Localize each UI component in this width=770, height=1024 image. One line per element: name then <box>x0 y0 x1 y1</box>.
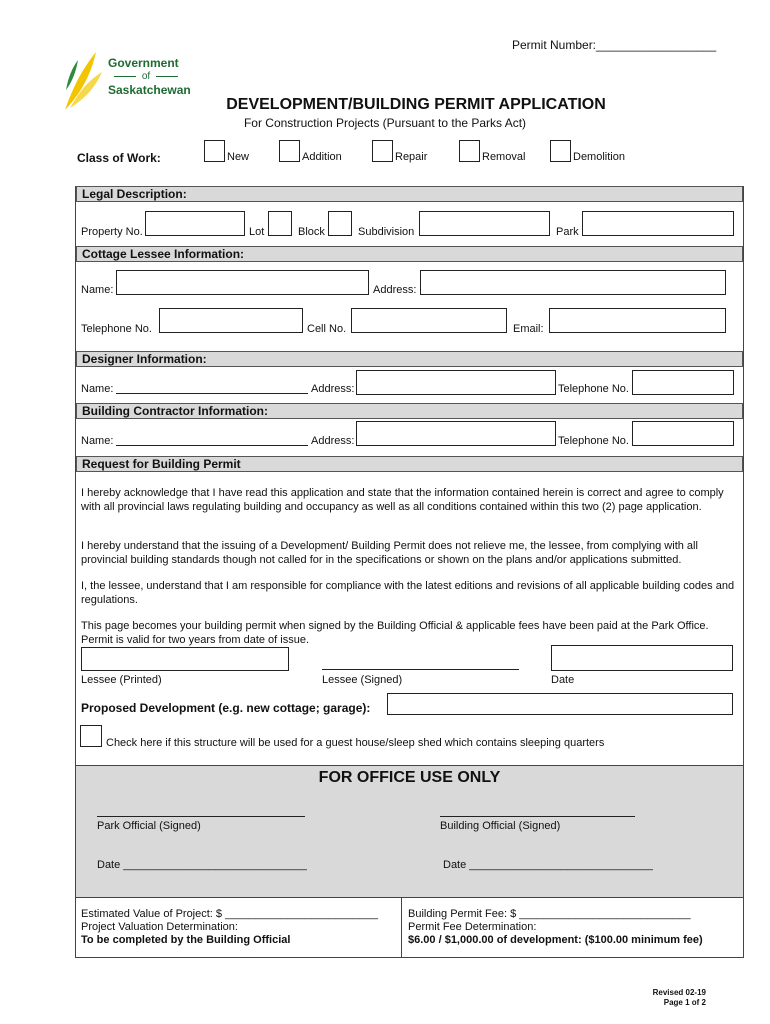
block-label: Block <box>298 226 325 238</box>
proposed-development-field[interactable] <box>387 693 733 715</box>
lessee-printed-field[interactable] <box>81 647 289 671</box>
cottage-telephone-label: Telephone No. <box>81 323 152 335</box>
page-title: DEVELOPMENT/BUILDING PERMIT APPLICATION <box>226 96 606 113</box>
contractor-telephone-label: Telephone No. <box>558 435 629 447</box>
cottage-name-label: Name: <box>81 284 114 296</box>
designer-name-label: Name: <box>81 383 114 395</box>
office-date-left: Date ______________________________ <box>97 859 307 871</box>
cottage-cell-field[interactable] <box>351 308 507 333</box>
cottage-address-label: Address: <box>373 284 417 296</box>
option-new-label: New <box>227 151 250 163</box>
park-official-label: Park Official (Signed) <box>97 820 201 832</box>
designer-address-field[interactable] <box>356 370 556 395</box>
permit-fee-label: Building Permit Fee: $ ____________________________ <box>408 908 691 920</box>
checkbox-new[interactable] <box>204 140 225 162</box>
permit-number-label: Permit Number:__________________ <box>512 38 717 52</box>
request-paragraph-1: I hereby acknowledge that I have read this application and state that the information contained herein is correct and agree to comply with all provincial laws regulating building and occupancy as well as all conditions contained within this two (2) page application. <box>81 487 724 513</box>
page-subtitle: For Construction Projects (Pursuant to the Parks Act) <box>243 116 527 130</box>
cottage-email-field[interactable] <box>549 308 726 333</box>
lessee-signed-label: Lessee (Signed) <box>322 674 403 686</box>
lessee-printed-label: Lessee (Printed) <box>81 674 162 686</box>
cottage-name-field[interactable] <box>116 270 369 295</box>
logo-line1: Government <box>108 56 179 70</box>
contractor-address-field[interactable] <box>356 421 556 446</box>
option-demolition-label: Demolition <box>573 151 625 163</box>
checkbox-removal[interactable] <box>459 140 480 162</box>
logo-line3: Saskatchewan <box>108 83 191 97</box>
office-use-header: FOR OFFICE USE ONLY <box>318 769 501 786</box>
designer-telephone-label: Telephone No. <box>558 383 629 395</box>
lot-label: Lot <box>249 226 265 238</box>
guest-house-checkbox[interactable] <box>80 725 102 747</box>
cottage-lessee-header: Cottage Lessee Information: <box>76 246 743 262</box>
cottage-telephone-field[interactable] <box>159 308 303 333</box>
designer-address-label: Address: <box>311 383 355 395</box>
fee-determination-label: Permit Fee Determination: <box>408 921 537 933</box>
fee-rate-label: $6.00 / $1,000.00 of development: ($100.00 minimum fee) <box>408 934 703 946</box>
option-addition-label: Addition <box>302 151 342 163</box>
property-no-label: Property No. <box>81 226 143 238</box>
lessee-date-field[interactable] <box>551 645 733 671</box>
park-field[interactable] <box>582 211 734 236</box>
contractor-address-label: Address: <box>311 435 355 447</box>
park-official-signature-line[interactable] <box>97 816 305 817</box>
block-field[interactable] <box>328 211 352 236</box>
contractor-header: Building Contractor Information: <box>76 403 743 419</box>
park-label: Park <box>556 226 579 238</box>
revised-label: Revised 02-19 <box>652 988 706 997</box>
cottage-cell-label: Cell No. <box>307 323 347 335</box>
request-header: Request for Building Permit <box>76 456 743 472</box>
designer-header: Designer Information: <box>76 351 743 367</box>
request-paragraph-2: I hereby understand that the issuing of a Development/ Building Permit does not relieve me, the lessee, from complying with all provincial building standards though not called for in the specifications or shown on the plans and/or applications submitted. <box>81 540 698 566</box>
office-date-right: Date ______________________________ <box>443 859 653 871</box>
designer-telephone-field[interactable] <box>632 370 734 395</box>
guest-house-label: Check here if this structure will be used for a guest house/sleep shed which contains sleeping quarters <box>106 737 605 749</box>
option-removal-label: Removal <box>482 151 526 163</box>
designer-name-field[interactable] <box>116 393 308 394</box>
cottage-email-label: Email: <box>513 323 544 335</box>
request-paragraph-3: I, the lessee, understand that I am responsible for compliance with the latest editions and revisions of all applicable building codes and regulations. <box>81 580 735 606</box>
building-official-label: Building Official (Signed) <box>440 820 561 832</box>
lessee-date-label: Date <box>551 674 575 686</box>
valuation-determination-label: Project Valuation Determination: <box>81 921 238 933</box>
logo-line2: of <box>108 71 184 82</box>
lessee-signed-field[interactable] <box>322 669 519 670</box>
building-official-signature-line[interactable] <box>440 816 635 817</box>
subdivision-label: Subdivision <box>358 226 415 238</box>
proposed-development-label: Proposed Development (e.g. new cottage; garage): <box>81 701 371 715</box>
contractor-telephone-field[interactable] <box>632 421 734 446</box>
contractor-name-label: Name: <box>81 435 114 447</box>
contractor-name-field[interactable] <box>116 445 308 446</box>
lot-field[interactable] <box>268 211 292 236</box>
cottage-address-field[interactable] <box>420 270 726 295</box>
option-repair-label: Repair <box>395 151 428 163</box>
page-number-label: Page 1 of 2 <box>663 998 706 1007</box>
request-paragraph-4: This page becomes your building permit when signed by the Building Official & applicable fees have been paid at the Park Office. Permit is valid for two years from date of issue. <box>81 620 709 646</box>
legal-description-header: Legal Description: <box>76 186 743 202</box>
checkbox-repair[interactable] <box>372 140 393 162</box>
class-of-work-label: Class of Work: <box>77 151 161 165</box>
checkbox-addition[interactable] <box>279 140 300 162</box>
subdivision-field[interactable] <box>419 211 550 236</box>
estimated-value-label: Estimated Value of Project: $ _________________________ <box>81 908 379 920</box>
checkbox-demolition[interactable] <box>550 140 571 162</box>
to-be-completed-label: To be completed by the Building Official <box>81 934 291 946</box>
property-no-field[interactable] <box>145 211 245 236</box>
